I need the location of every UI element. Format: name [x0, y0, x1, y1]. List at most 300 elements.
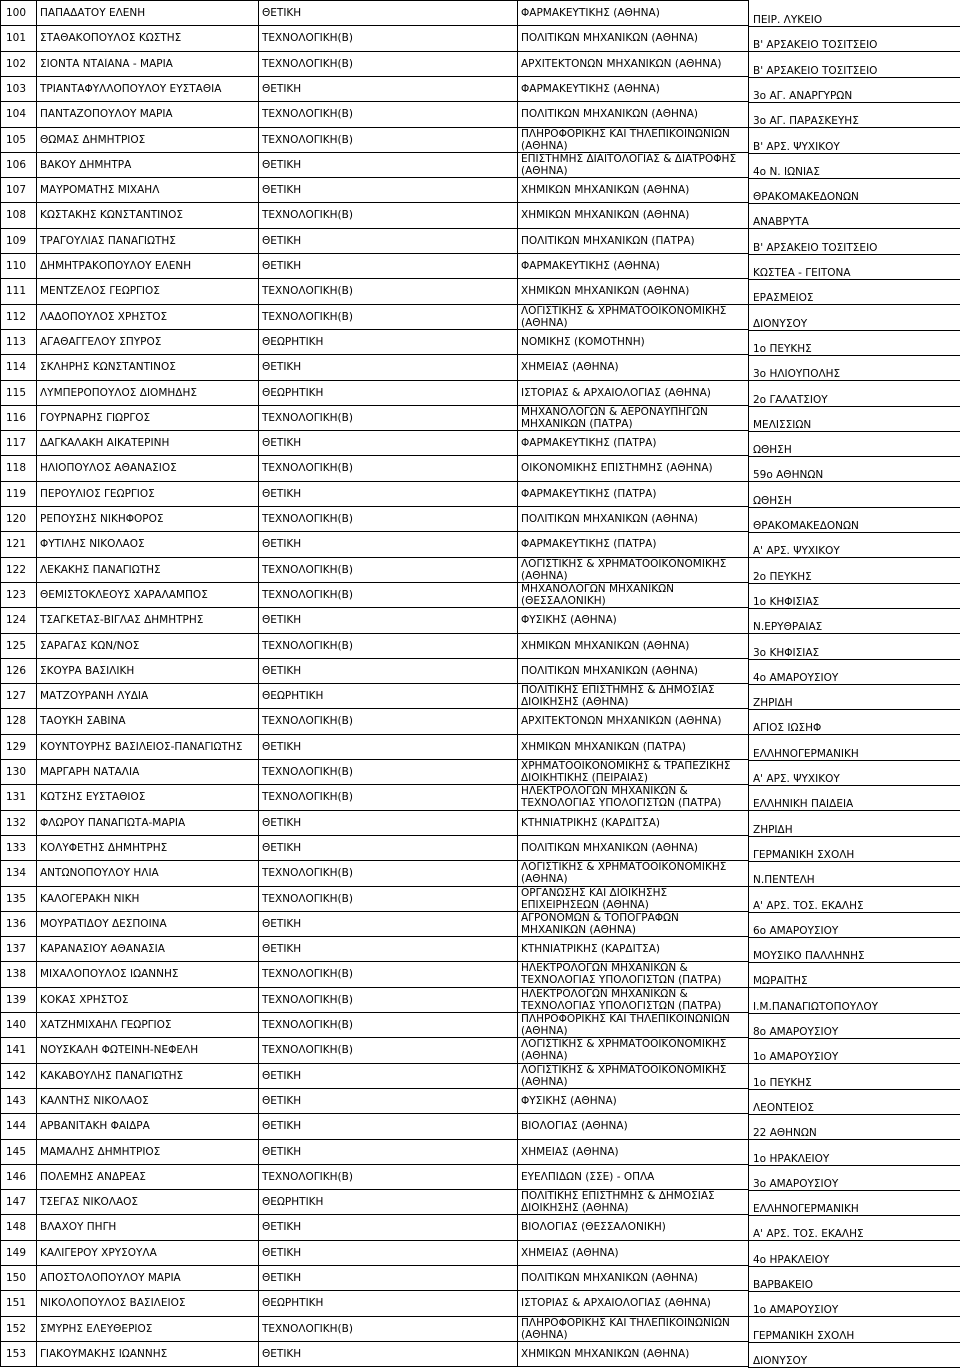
school-rule [748, 355, 960, 356]
school-name: 4ο ΑΜΑΡΟΥΣΙΟΥ [753, 671, 839, 684]
row-number: 104 [6, 108, 27, 121]
study-direction: ΤΕΧΝΟΛΟΓΙΚΗ(Β) [262, 715, 353, 728]
school-name: ΩΘΗΣΗ [753, 444, 792, 457]
study-direction: ΤΕΧΝΟΛΟΓΙΚΗ(Β) [262, 310, 353, 323]
study-direction: ΤΕΧΝΟΛΟΓΙΚΗ(Β) [262, 993, 353, 1006]
study-direction: ΤΕΧΝΟΛΟΓΙΚΗ(Β) [262, 513, 353, 525]
study-direction: ΤΕΧΝΟΛΟΓΙΚΗ(Β) [262, 32, 353, 45]
university-department: ΦΑΡΜΑΚΕΥΤΙΚΗΣ (ΑΘΗΝΑ) [521, 82, 660, 95]
school-name: Α' ΑΡΣ. ΨΥΧΙΚΟΥ [753, 545, 840, 558]
study-direction: ΤΕΧΝΟΛΟΓΙΚΗ(Β) [262, 766, 353, 778]
school-name: ΩΘΗΣΗ [753, 494, 792, 507]
university-department: ΠΟΛΙΤΙΚΩΝ ΜΗΧΑΝΙΚΩΝ (ΑΘΗΝΑ) [521, 664, 699, 677]
school-name: 2ο ΠΕΥΚΗΣ [753, 570, 812, 583]
school-name: 1ο ΠΕΥΚΗΣ [753, 1076, 812, 1089]
row-rule [0, 810, 748, 811]
school-name: Α' ΑΡΣ. ΤΟΣ. ΕΚΑΛΗΣ [753, 899, 864, 912]
row-rule [0, 278, 748, 279]
row-rule [0, 76, 748, 77]
study-direction: ΘΕΤΙΚΗ [262, 538, 302, 551]
school-name: Β' ΑΡΣΑΚΕΙΟ ΤΟΣΙΤΣΕΙΟ [753, 64, 878, 77]
school-rule [748, 709, 960, 710]
university-department: ΠΛΗΡΟΦΟΡΙΚΗΣ ΚΑΙ ΤΗΛΕΠΙΚΟΙΝΩΝΙΩΝ (ΑΘΗΝΑ) [521, 1316, 730, 1341]
row-rule [0, 329, 748, 330]
school-name: 8ο ΑΜΑΡΟΥΣΙΟΥ [753, 1026, 839, 1038]
student-name: ΣΑΡΑΓΑΣ ΚΩΝ/ΝΟΣ [40, 639, 140, 652]
university-department: ΧΗΜΙΚΩΝ ΜΗΧΑΝΙΚΩΝ (ΑΘΗΝΑ) [521, 1347, 690, 1360]
student-name: ΑΝΤΩΝΟΠΟΥΛΟΥ ΗΛΙΑ [40, 867, 159, 880]
school-rule [748, 1089, 960, 1090]
university-department: ΠΟΛΙΤΙΚΗΣ ΕΠΙΣΤΗΜΗΣ & ΔΗΜΟΣΙΑΣ ΔΙΟΙΚΗΣΗΣ (ΑΘΗΝΑ) [521, 1190, 715, 1215]
row-rule [0, 0, 748, 1]
school-rule [748, 431, 960, 432]
school-name: ΕΛΛΗΝΟΓΕΡΜΑΝΙΚΗ [753, 747, 859, 760]
student-name: ΘΩΜΑΣ ΔΗΜΗΤΡΙΟΣ [40, 133, 146, 146]
row-number: 144 [6, 1120, 27, 1133]
study-direction: ΘΕΤΙΚΗ [262, 234, 302, 247]
student-name: ΜΙΧΑΛΟΠΟΥΛΟΣ ΙΩΑΝΝΗΣ [40, 968, 179, 981]
school-rule [748, 1190, 960, 1191]
row-number: 141 [6, 1044, 27, 1057]
row-number: 121 [6, 538, 27, 551]
study-direction: ΤΕΧΝΟΛΟΓΙΚΗ(Β) [262, 867, 353, 880]
school-name: 3ο ΑΜΑΡΟΥΣΙΟΥ [753, 1177, 839, 1190]
school-rule [748, 861, 960, 862]
student-name: ΚΩΤΣΗΣ ΕΥΣΤΑΘΙΟΣ [40, 791, 146, 804]
student-name: ΓΙΑΚΟΥΜΑΚΗΣ ΙΩΑΝΝΗΣ [40, 1347, 168, 1360]
school-name: ΓΕΡΜΑΝΙΚΗ ΣΧΟΛΗ [753, 848, 855, 861]
student-name: ΓΟΥΡΝΑΡΗΣ ΓΙΩΡΓΟΣ [40, 411, 151, 424]
student-name: ΚΟΚΑΣ ΧΡΗΣΤΟΣ [40, 993, 129, 1006]
study-direction: ΘΕΤΙΚΗ [262, 487, 302, 500]
university-department: ΑΡΧΙΤΕΚΤΟΝΩΝ ΜΗΧΑΝΙΚΩΝ (ΑΘΗΝΑ) [521, 57, 722, 70]
study-direction: ΘΕΤΙΚΗ [262, 158, 302, 171]
row-number: 153 [6, 1347, 27, 1360]
study-direction: ΤΕΧΝΟΛΟΓΙΚΗ(Β) [262, 1322, 353, 1335]
school-rule [748, 330, 960, 331]
row-rule [0, 506, 748, 507]
study-direction: ΘΕΤΙΚΗ [262, 614, 302, 627]
row-number: 145 [6, 1145, 27, 1158]
school-name: ΖΗΡΙΔΗ [753, 823, 793, 836]
study-direction: ΘΕΩΡΗΤΙΚΗ [262, 386, 324, 399]
row-number: 109 [6, 234, 27, 247]
row-number: 125 [6, 639, 27, 652]
university-department: ΦΑΡΜΑΚΕΥΤΙΚΗΣ (ΑΘΗΝΑ) [521, 260, 660, 272]
study-direction: ΘΕΤΙΚΗ [262, 1145, 302, 1158]
row-rule [0, 1240, 748, 1241]
school-name: Β' ΑΡΣΑΚΕΙΟ ΤΟΣΙΤΣΕΙΟ [753, 241, 878, 254]
university-department: ΠΟΛΙΤΙΚΩΝ ΜΗΧΑΝΙΚΩΝ (ΑΘΗΝΑ) [521, 513, 699, 525]
school-name: ΑΓΙΟΣ ΙΩΣΗΦ [753, 722, 822, 735]
row-rule [0, 1113, 748, 1114]
study-direction: ΘΕΤΙΚΗ [262, 7, 302, 19]
row-number: 113 [6, 335, 27, 348]
school-name: ΠΕΙΡ. ΛΥΚΕΙΟ [753, 14, 823, 26]
row-rule [0, 835, 748, 836]
student-name: ΚΟΥΝΤΟΥΡΗΣ ΒΑΣΙΛΕΙΟΣ-ΠΑΝΑΓΙΩΤΗΣ [40, 740, 243, 753]
school-name: 4ο Ν. ΙΩΝΙΑΣ [753, 165, 820, 178]
school-rule [748, 937, 960, 938]
student-name: ΜΟΥΡΑΤΙΔΟΥ ΔΕΣΠΟΙΝΑ [40, 917, 167, 930]
row-number: 137 [6, 943, 27, 956]
student-name: ΠΑΝΤΑΖΟΠΟΥΛΟΥ ΜΑΡΙΑ [40, 108, 173, 121]
row-number: 118 [6, 462, 27, 475]
student-name: ΑΠΟΣΤΟΛΟΠΟΥΛΟΥ ΜΑΡΙΑ [40, 1272, 181, 1284]
university-department: ΦΑΡΜΑΚΕΥΤΙΚΗΣ (ΑΘΗΝΑ) [521, 7, 660, 19]
school-name: 4ο ΗΡΑΚΛΕΙΟΥ [753, 1253, 830, 1266]
student-name: ΣΤΑΘΑΚΟΠΟΥΛΟΣ ΚΩΣΤΗΣ [40, 32, 182, 45]
school-name: 3ο ΚΗΦΙΣΙΑΣ [753, 646, 820, 659]
student-name: ΒΛΑΧΟΥ ΠΗΓΗ [40, 1221, 117, 1234]
row-number: 116 [6, 411, 27, 424]
university-department: ΑΡΧΙΤΕΚΤΟΝΩΝ ΜΗΧΑΝΙΚΩΝ (ΑΘΗΝΑ) [521, 715, 722, 728]
university-department: ΟΡΓΑΝΩΣΗΣ ΚΑΙ ΔΙΟΙΚΗΣΗΣ ΕΠΙΧΕΙΡΗΣΕΩΝ (ΑΘΗΝΑ) [521, 886, 668, 911]
study-direction: ΘΕΤΙΚΗ [262, 1120, 302, 1133]
university-department: ΦΥΣΙΚΗΣ (ΑΘΗΝΑ) [521, 614, 617, 627]
row-number: 129 [6, 740, 27, 753]
university-department: ΠΟΛΙΤΙΚΗΣ ΕΠΙΣΤΗΜΗΣ & ΔΗΜΟΣΙΑΣ ΔΙΟΙΚΗΣΗΣ (ΑΘΗΝΑ) [521, 684, 715, 709]
study-direction: ΤΕΧΝΟΛΟΓΙΚΗ(Β) [262, 968, 353, 981]
study-direction: ΘΕΩΡΗΤΙΚΗ [262, 1196, 324, 1209]
study-direction: ΘΕΤΙΚΗ [262, 260, 302, 272]
student-name: ΝΟΥΣΚΑΛΗ ΦΩΤΕΙΝΗ-ΝΕΦΕΛΗ [40, 1044, 199, 1057]
student-name: ΚΟΛΥΦΕΤΗΣ ΔΗΜΗΤΡΗΣ [40, 841, 168, 854]
student-name: ΜΑΤΖΟΥΡΑΝΗ ΛΥΔΙΑ [40, 690, 149, 703]
school-name: 1ο ΚΗΦΙΣΙΑΣ [753, 595, 820, 608]
school-rule [748, 1165, 960, 1166]
row-rule [0, 25, 748, 26]
row-rule [0, 202, 748, 203]
student-name: ΣΜΥΡΗΣ ΕΛΕΥΘΕΡΙΟΣ [40, 1322, 153, 1335]
student-name: ΑΡΒΑΝΙΤΑΚΗ ΦΑΙΔΡΑ [40, 1120, 150, 1133]
row-number: 132 [6, 816, 27, 829]
student-name: ΤΣΑΓΚΕΤΑΣ-ΒΙΓΛΑΣ ΔΗΜΗΤΡΗΣ [40, 614, 204, 627]
student-name: ΛΑΔΟΠΟΥΛΟΣ ΧΡΗΣΤΟΣ [40, 310, 168, 323]
row-number: 138 [6, 968, 27, 981]
row-rule [0, 1265, 748, 1266]
university-department: ΦΑΡΜΑΚΕΥΤΙΚΗΣ (ΠΑΤΡΑ) [521, 487, 657, 500]
row-rule [0, 607, 748, 608]
university-department: ΙΣΤΟΡΙΑΣ & ΑΡΧΑΙΟΛΟΓΙΑΣ (ΑΘΗΝΑ) [521, 1297, 711, 1310]
row-rule [0, 253, 748, 254]
school-rule [748, 583, 960, 584]
school-rule [748, 406, 960, 407]
school-name: ΕΡΑΣΜΕΙΟΣ [753, 292, 814, 305]
university-department: ΧΗΜΙΚΩΝ ΜΗΧΑΝΙΚΩΝ (ΑΘΗΝΑ) [521, 184, 690, 197]
school-rule [748, 178, 960, 179]
row-rule [0, 658, 748, 659]
row-number: 150 [6, 1272, 27, 1284]
school-rule [748, 279, 960, 280]
student-name: ΤΣΕΓΑΣ ΝΙΚΟΛΑΟΣ [40, 1196, 139, 1209]
school-name: ΜΟΥΣΙΚΟ ΠΑΛΛΗΝΗΣ [753, 950, 865, 963]
student-name: ΜΕΝΤΖΕΛΟΣ ΓΕΩΡΓΙΟΣ [40, 285, 160, 298]
university-department: ΛΟΓΙΣΤΙΚΗΣ & ΧΡΗΜΑΤΟΟΙΚΟΝΟΜΙΚΗΣ (ΑΘΗΝΑ) [521, 861, 727, 886]
school-name: ΑΝΑΒΡΥΤΑ [753, 216, 809, 229]
study-direction: ΘΕΤΙΚΗ [262, 361, 302, 374]
row-rule [0, 1164, 748, 1165]
row-number: 122 [6, 563, 27, 576]
row-number: 112 [6, 310, 27, 323]
student-name: ΒΑΚΟΥ ΔΗΜΗΤΡΑ [40, 158, 132, 171]
student-name: ΧΑΤΖΗΜΙΧΑΗΛ ΓΕΩΡΓΙΟΣ [40, 1019, 172, 1031]
school-rule [748, 26, 960, 27]
school-rule [748, 153, 960, 154]
university-department: ΧΗΜΙΚΩΝ ΜΗΧΑΝΙΚΩΝ (ΑΘΗΝΑ) [521, 285, 690, 298]
row-number: 103 [6, 82, 27, 95]
study-direction: ΤΕΧΝΟΛΟΓΙΚΗ(Β) [262, 1044, 353, 1057]
school-name: Β' ΑΡΣΑΚΕΙΟ ΤΟΣΙΤΣΕΙΟ [753, 39, 878, 52]
school-name: ΔΙΟΝΥΣΟΥ [753, 1354, 808, 1367]
study-direction: ΘΕΤΙΚΗ [262, 841, 302, 854]
student-name: ΚΑΛΙΓΕΡΟΥ ΧΡΥΣΟΥΛΑ [40, 1246, 157, 1259]
row-rule [0, 380, 748, 381]
row-rule [0, 51, 748, 52]
row-rule [0, 1139, 748, 1140]
row-rule [0, 177, 748, 178]
school-name: 1ο ΠΕΥΚΗΣ [753, 342, 812, 355]
university-department: ΠΟΛΙΤΙΚΩΝ ΜΗΧΑΝΙΚΩΝ (ΠΑΤΡΑ) [521, 234, 695, 247]
study-direction: ΘΕΤΙΚΗ [262, 1094, 302, 1107]
university-department: ΧΗΜΕΙΑΣ (ΑΘΗΝΑ) [521, 1145, 619, 1158]
row-number: 108 [6, 209, 27, 222]
school-name: 1ο ΑΜΑΡΟΥΣΙΟΥ [753, 1304, 839, 1317]
row-rule [0, 101, 748, 102]
student-name: ΔΑΓΚΑΛΑΚΗ ΑΙΚΑΤΕΡΙΝΗ [40, 437, 170, 450]
university-department: ΛΟΓΙΣΤΙΚΗΣ & ΧΡΗΜΑΤΟΟΙΚΟΝΟΜΙΚΗΣ (ΑΘΗΝΑ) [521, 1063, 727, 1088]
study-direction: ΤΕΧΝΟΛΟΓΙΚΗ(Β) [262, 209, 353, 222]
study-direction: ΘΕΤΙΚΗ [262, 1069, 302, 1082]
university-department: ΧΗΜΙΚΩΝ ΜΗΧΑΝΙΚΩΝ (ΑΘΗΝΑ) [521, 209, 690, 222]
student-name: ΜΑΥΡΟΜΑΤΗΣ ΜΙΧΑΗΛ [40, 184, 160, 197]
row-number: 114 [6, 361, 27, 374]
row-number: 152 [6, 1322, 27, 1335]
school-rule [748, 608, 960, 609]
row-rule [0, 1290, 748, 1291]
row-rule [0, 936, 748, 937]
school-rule [748, 1038, 960, 1039]
student-name: ΚΑΡΑΝΑΣΙΟΥ ΑΘΑΝΑΣΙΑ [40, 943, 165, 956]
row-number: 148 [6, 1221, 27, 1234]
school-name: ΘΡΑΚΟΜΑΚΕΔΟΝΩΝ [753, 191, 859, 204]
school-name: 1ο ΑΜΑΡΟΥΣΙΟΥ [753, 1051, 839, 1064]
study-direction: ΤΕΧΝΟΛΟΓΙΚΗ(Β) [262, 892, 353, 905]
row-number: 139 [6, 993, 27, 1006]
student-name: ΣΚΛΗΡΗΣ ΚΩΝΣΤΑΝΤΙΝΟΣ [40, 361, 176, 374]
school-rule [748, 659, 960, 660]
row-rule [0, 633, 748, 634]
university-department: ΟΙΚΟΝΟΜΙΚΗΣ ΕΠΙΣΤΗΜΗΣ (ΑΘΗΝΑ) [521, 462, 713, 475]
row-rule [0, 531, 748, 532]
university-department: ΗΛΕΚΤΡΟΛΟΓΩΝ ΜΗΧΑΝΙΚΩΝ & ΤΕΧΝΟΛΟΓΙΑΣ ΥΠΟΛΟΓΙΣΤΩΝ (ΠΑΤΡΑ) [521, 962, 722, 987]
row-number: 120 [6, 513, 27, 525]
row-number: 102 [6, 57, 27, 70]
row-number: 127 [6, 690, 27, 703]
school-rule [748, 532, 960, 533]
student-name: ΑΓΑΘΑΓΓΕΛΟΥ ΣΠΥΡΟΣ [40, 335, 162, 348]
row-number: 142 [6, 1069, 27, 1082]
school-name: Α' ΑΡΣ. ΨΥΧΙΚΟΥ [753, 773, 840, 785]
university-department: ΠΟΛΙΤΙΚΩΝ ΜΗΧΑΝΙΚΩΝ (ΑΘΗΝΑ) [521, 1272, 699, 1284]
school-rule [748, 1291, 960, 1292]
university-department: ΝΟΜΙΚΗΣ (ΚΟΜΟΤΗΝΗ) [521, 335, 645, 348]
school-rule [748, 962, 960, 963]
row-number: 111 [6, 285, 27, 298]
study-direction: ΤΕΧΝΟΛΟΓΙΚΗ(Β) [262, 1019, 353, 1031]
student-name: ΚΑΛΟΓΕΡΑΚΗ ΝΙΚΗ [40, 892, 140, 905]
row-rule [0, 481, 748, 482]
school-name: 3ο ΑΓ. ΑΝΑΡΓΥΡΩΝ [753, 89, 853, 102]
row-rule [0, 1088, 748, 1089]
school-rule [748, 1342, 960, 1343]
study-direction: ΘΕΤΙΚΗ [262, 82, 302, 95]
student-name: ΠΕΡΟΥΛΙΟΣ ΓΕΩΡΓΙΟΣ [40, 487, 155, 500]
school-rule [748, 1114, 960, 1115]
school-rule [748, 684, 960, 685]
row-number: 119 [6, 487, 27, 500]
row-number: 146 [6, 1170, 27, 1183]
school-name: Ν.ΠΕΝΤΕΛΗ [753, 874, 815, 887]
university-department: ΧΗΜΙΚΩΝ ΜΗΧΑΝΙΚΩΝ (ΠΑΤΡΑ) [521, 740, 686, 753]
study-direction: ΤΕΧΝΟΛΟΓΙΚΗ(Β) [262, 588, 353, 601]
school-name: 1ο ΗΡΑΚΛΕΙΟΥ [753, 1152, 830, 1165]
student-name: ΚΑΚΑΒΟΥΛΗΣ ΠΑΝΑΓΙΩΤΗΣ [40, 1069, 184, 1082]
school-rule [748, 1266, 960, 1267]
university-department: ΒΙΟΛΟΓΙΑΣ (ΑΘΗΝΑ) [521, 1120, 628, 1133]
university-department: ΛΟΓΙΣΤΙΚΗΣ & ΧΡΗΜΑΤΟΟΙΚΟΝΟΜΙΚΗΣ (ΑΘΗΝΑ) [521, 557, 727, 582]
row-rule [0, 1214, 748, 1215]
university-department: ΗΛΕΚΤΡΟΛΟΓΩΝ ΜΗΧΑΝΙΚΩΝ & ΤΕΧΝΟΛΟΓΙΑΣ ΥΠΟΛΟΓΙΣΤΩΝ (ΠΑΤΡΑ) [521, 785, 722, 810]
university-department: ΜΗΧΑΝΟΛΟΓΩΝ & ΑΕΡΟΝΑΥΠΗΓΩΝ ΜΗΧΑΝΙΚΩΝ (ΠΑΤΡΑ) [521, 405, 708, 430]
school-name: 6ο ΑΜΑΡΟΥΣΙΟΥ [753, 924, 839, 937]
student-name: ΤΡΑΓΟΥΛΙΑΣ ΠΑΝΑΓΙΩΤΗΣ [40, 234, 176, 247]
university-department: ΛΟΓΙΣΤΙΚΗΣ & ΧΡΗΜΑΤΟΟΙΚΟΝΟΜΙΚΗΣ (ΑΘΗΝΑ) [521, 1038, 727, 1063]
school-rule [748, 102, 960, 103]
school-rule [748, 912, 960, 913]
row-number: 107 [6, 184, 27, 197]
row-number: 143 [6, 1094, 27, 1107]
school-name: ΓΕΡΜΑΝΙΚΗ ΣΧΟΛΗ [753, 1329, 855, 1342]
row-number: 131 [6, 791, 27, 804]
student-name: ΦΥΤΙΛΗΣ ΝΙΚΟΛΑΟΣ [40, 538, 145, 551]
study-direction: ΘΕΤΙΚΗ [262, 437, 302, 450]
school-name: 3ο ΑΓ. ΠΑΡΑΣΚΕΥΗΣ [753, 115, 859, 128]
school-rule [748, 203, 960, 204]
row-rule [0, 228, 748, 229]
study-direction: ΘΕΤΙΚΗ [262, 1246, 302, 1259]
university-department: ΧΗΜΙΚΩΝ ΜΗΧΑΝΙΚΩΝ (ΑΘΗΝΑ) [521, 639, 690, 652]
row-number: 101 [6, 32, 27, 45]
study-direction: ΘΕΤΙΚΗ [262, 1347, 302, 1360]
row-number: 105 [6, 133, 27, 146]
row-rule [0, 455, 748, 456]
school-name: ΜΩΡΑΪΤΗΣ [753, 975, 808, 988]
row-number: 140 [6, 1019, 27, 1031]
school-name: ΕΛΛΗΝΙΚΗ ΠΑΙΔΕΙΑ [753, 798, 854, 811]
row-number: 130 [6, 766, 27, 778]
row-number: 123 [6, 588, 27, 601]
school-rule [748, 1013, 960, 1014]
school-name: ΜΕΛΙΣΣΙΩΝ [753, 418, 812, 431]
row-number: 133 [6, 841, 27, 854]
school-name: Ι.Μ.ΠΑΝΑΓΙΩΤΟΠΟΥΛΟΥ [753, 1000, 879, 1013]
row-number: 136 [6, 917, 27, 930]
student-name: ΜΑΡΓΑΡΗ ΝΑΤΑΛΙΑ [40, 766, 140, 778]
student-name: ΚΩΣΤΑΚΗΣ ΚΩΝΣΤΑΝΤΙΝΟΣ [40, 209, 184, 222]
study-direction: ΘΕΤΙΚΗ [262, 740, 302, 753]
row-number: 126 [6, 664, 27, 677]
university-department: ΜΗΧΑΝΟΛΟΓΩΝ ΜΗΧΑΝΙΚΩΝ (ΘΕΣΣΑΛΟΝΙΚΗ) [521, 582, 675, 607]
row-rule [0, 708, 748, 709]
student-name: ΤΡΙΑΝΤΑΦΥΛΛΟΠΟΥΛΟΥ ΕΥΣΤΑΘΙΑ [40, 82, 222, 95]
study-direction: ΤΕΧΝΟΛΟΓΙΚΗ(Β) [262, 791, 353, 804]
school-name: Ν.ΕΡΥΘΡΑΙΑΣ [753, 621, 823, 634]
school-rule [748, 77, 960, 78]
student-name: ΔΗΜΗΤΡΑΚΟΠΟΥΛΟΥ ΕΛΕΝΗ [40, 260, 192, 272]
university-department: ΑΓΡΟΝΟΜΩΝ & ΤΟΠΟΓΡΑΦΩΝ ΜΗΧΑΝΙΚΩΝ (ΑΘΗΝΑ) [521, 911, 679, 936]
study-direction: ΤΕΧΝΟΛΟΓΙΚΗ(Β) [262, 1170, 353, 1183]
row-rule [0, 354, 748, 355]
row-number: 147 [6, 1196, 27, 1209]
school-name: Α' ΑΡΣ. ΤΟΣ. ΕΚΑΛΗΣ [753, 1228, 864, 1241]
school-rule [748, 254, 960, 255]
school-rule [748, 456, 960, 457]
study-direction: ΤΕΧΝΟΛΟΓΙΚΗ(Β) [262, 411, 353, 424]
school-rule [748, 1215, 960, 1216]
row-number: 115 [6, 386, 27, 399]
school-name: 22 ΑΘΗΝΩΝ [753, 1127, 817, 1140]
study-direction: ΤΕΧΝΟΛΟΓΙΚΗ(Β) [262, 285, 353, 298]
study-direction: ΘΕΤΙΚΗ [262, 664, 302, 677]
university-department: ΠΟΛΙΤΙΚΩΝ ΜΗΧΑΝΙΚΩΝ (ΑΘΗΝΑ) [521, 841, 699, 854]
school-rule [748, 836, 960, 837]
row-number: 100 [6, 7, 27, 19]
university-department: ΧΗΜΕΙΑΣ (ΑΘΗΝΑ) [521, 361, 619, 374]
student-name: ΚΑΛΝΤΗΣ ΝΙΚΟΛΑΟΣ [40, 1094, 149, 1107]
study-direction: ΤΕΧΝΟΛΟΓΙΚΗ(Β) [262, 57, 353, 70]
row-number: 110 [6, 260, 27, 272]
study-direction: ΤΕΧΝΟΛΟΓΙΚΗ(Β) [262, 133, 353, 146]
row-number: 149 [6, 1246, 27, 1259]
student-name: ΡΕΠΟΥΣΗΣ ΝΙΚΗΦΟΡΟΣ [40, 513, 164, 525]
student-name: ΜΑΜΑΛΗΣ ΔΗΜΗΤΡΙΟΣ [40, 1145, 161, 1158]
study-direction: ΘΕΩΡΗΤΙΚΗ [262, 1297, 324, 1310]
row-number: 117 [6, 437, 27, 450]
row-rule [0, 1341, 748, 1342]
study-direction: ΤΕΧΝΟΛΟΓΙΚΗ(Β) [262, 108, 353, 121]
student-name: ΝΙΚΟΛΟΠΟΥΛΟΣ ΒΑΣΙΛΕΙΟΣ [40, 1297, 186, 1310]
school-name: ΒΑΡΒΑΚΕΙΟ [753, 1279, 813, 1291]
university-department: ΚΤΗΝΙΑΤΡΙΚΗΣ (ΚΑΡΔΙΤΣΑ) [521, 816, 661, 829]
row-rule [0, 430, 748, 431]
study-direction: ΘΕΩΡΗΤΙΚΗ [262, 335, 324, 348]
study-direction: ΘΕΤΙΚΗ [262, 1272, 302, 1284]
study-direction: ΘΕΤΙΚΗ [262, 1221, 302, 1234]
university-department: ΕΥΕΛΠΙΔΩΝ (ΣΣΕ) - ΟΠΛΑ [521, 1170, 655, 1183]
school-rule [748, 785, 960, 786]
school-name: Β' ΑΡΣ. ΨΥΧΙΚΟΥ [753, 140, 840, 153]
university-department: ΠΛΗΡΟΦΟΡΙΚΗΣ ΚΑΙ ΤΗΛΕΠΙΚΟΙΝΩΝΙΩΝ (ΑΘΗΝΑ) [521, 1013, 730, 1037]
school-name: 2ο ΓΑΛΑΤΣΙΟΥ [753, 393, 828, 406]
school-name: 59ο ΑΘΗΝΩΝ [753, 469, 824, 482]
student-name: ΛΕΚΑΚΗΣ ΠΑΝΑΓΙΩΤΗΣ [40, 563, 161, 576]
school-name: ΕΛΛΗΝΟΓΕΡΜΑΝΙΚΗ [753, 1203, 859, 1216]
study-direction: ΘΕΤΙΚΗ [262, 184, 302, 197]
student-name: ΣΙΟΝΤΑ ΝΤΑΪΑΝΑ - ΜΑΡΙΑ [40, 57, 173, 70]
school-rule [748, 507, 960, 508]
school-rule [748, 760, 960, 761]
